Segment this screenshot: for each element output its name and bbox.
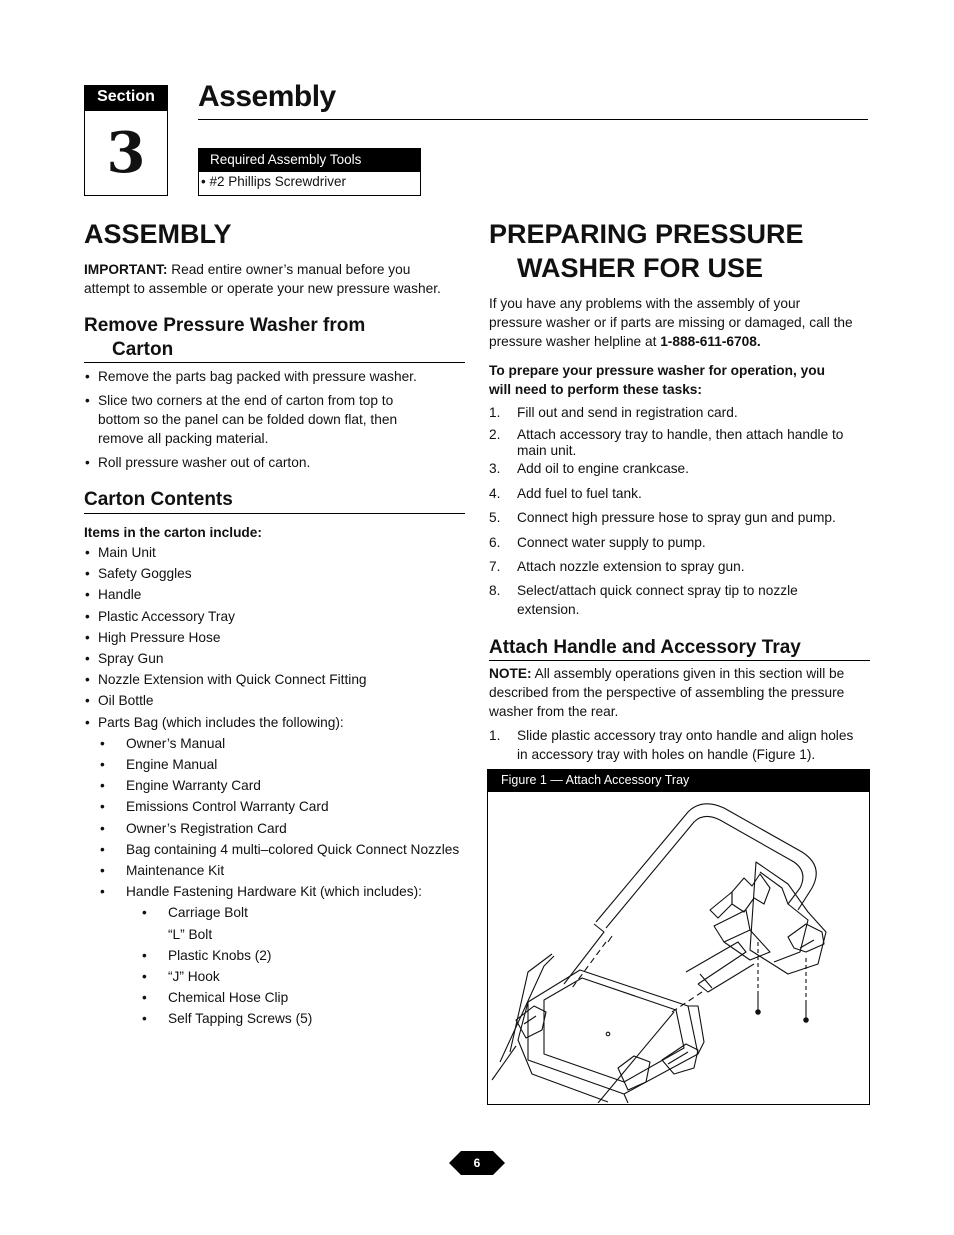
parts-bag-item-text: Emissions Control Warranty Card xyxy=(126,799,329,815)
contents-item-text: Oil Bottle xyxy=(98,693,154,709)
task-number: 7. xyxy=(489,559,501,574)
contents-item-text: Safety Goggles xyxy=(98,566,192,582)
figure-caption: Figure 1 — Attach Accessory Tray xyxy=(488,770,869,792)
remove-step-text: remove all packing material. xyxy=(98,431,269,446)
note-label: NOTE: xyxy=(489,666,532,681)
attach-step-text-2: in accessory tray with holes on handle (Figure 1). xyxy=(517,747,816,762)
page-title: Assembly xyxy=(198,80,336,113)
bullet-mark: • xyxy=(85,693,90,709)
bullet-mark: • xyxy=(100,735,105,751)
prepare-intro-1: To prepare your pressure washer for operation, you xyxy=(489,363,825,378)
contents-list xyxy=(84,543,474,1033)
note-text-1: All assembly operations given in this section will be xyxy=(531,666,845,681)
prepare-intro-2: will need to perform these tasks: xyxy=(489,382,702,397)
parts-bag-item-text: Engine Warranty Card xyxy=(126,778,261,794)
hardware-kit-item-text: “L” Bolt xyxy=(168,926,213,942)
remove-step-text: Roll pressure washer out of carton. xyxy=(98,455,311,470)
bullet-mark: • xyxy=(100,863,105,878)
bullet-mark: • xyxy=(142,990,147,1006)
note-text-2: described from the perspective of assembling the pressure xyxy=(489,685,845,700)
task-text: Add fuel to fuel tank. xyxy=(517,486,642,501)
contents-item-text: Handle xyxy=(98,587,142,603)
parts-bag-item-text: Bag containing 4 multi–colored Quick Connect Nozzles xyxy=(126,841,460,857)
attach-rule xyxy=(489,660,870,661)
bullet-mark: • xyxy=(85,672,90,688)
task-number: 3. xyxy=(489,461,501,476)
bullet-mark: • xyxy=(100,884,105,900)
task-text: Attach accessory tray to handle, then attach handle to xyxy=(517,427,844,442)
parts-bag-item-text: Maintenance Kit xyxy=(126,863,225,878)
bullet-mark: • xyxy=(142,1011,147,1027)
hardware-kit-item-text: Chemical Hose Clip xyxy=(168,990,289,1006)
task-text: Connect water supply to pump. xyxy=(517,535,706,550)
bullet-mark: • xyxy=(85,714,90,730)
carton-contents-heading: Carton Contents xyxy=(84,489,233,510)
remove-step-text: Slice two corners at the end of carton from top to xyxy=(98,393,394,408)
bullet-mark: • xyxy=(142,947,147,963)
remove-heading-1: Remove Pressure Washer from xyxy=(84,315,366,336)
helpline-number: 1-888-611-6708. xyxy=(660,334,761,349)
required-tools-heading: Required Assembly Tools xyxy=(199,149,420,172)
preparing-heading-1: PREPARING PRESSURE xyxy=(489,219,804,249)
attach-step-text-1: Slide plastic accessory tray onto handle and align holes xyxy=(517,728,854,743)
contents-item-text: Main Unit xyxy=(98,545,156,560)
bullet-mark: • xyxy=(100,841,105,857)
task-text: Connect high pressure hose to spray gun and pump. xyxy=(517,510,836,525)
prepare-intro xyxy=(489,361,879,399)
contents-item-text: Spray Gun xyxy=(98,651,164,666)
important-label: IMPORTANT: xyxy=(84,262,168,277)
bullet-mark: • xyxy=(142,969,147,984)
bullet-mark: • xyxy=(85,629,90,645)
parts-bag-item-text: Owner’s Registration Card xyxy=(126,820,287,836)
help-text-1: If you have any problems with the assembly of your xyxy=(489,296,801,311)
task-text: extension. xyxy=(517,602,580,617)
title-rule xyxy=(198,119,868,120)
figure-1 xyxy=(487,769,870,1105)
bullet-mark: • xyxy=(100,799,105,815)
remove-rule xyxy=(84,362,465,363)
bullet-mark: • xyxy=(100,757,105,772)
page-number: 6 xyxy=(473,1156,481,1170)
required-tools-box xyxy=(198,148,421,196)
parts-bag-item-text: Owner’s Manual xyxy=(126,735,226,751)
task-text: Fill out and send in registration card. xyxy=(517,405,738,420)
helpline-paragraph xyxy=(489,294,879,351)
section-number: 3 xyxy=(84,110,168,196)
attach-step-number: 1. xyxy=(489,728,501,743)
task-text: Attach nozzle extension to spray gun. xyxy=(517,559,745,574)
bullet-mark: • xyxy=(85,545,90,560)
task-number: 4. xyxy=(489,486,501,501)
remove-heading-2: Carton xyxy=(112,339,174,360)
hardware-kit-item-text: “J” Hook xyxy=(168,969,220,984)
carton-contents-rule xyxy=(84,513,465,514)
figure-illustration xyxy=(488,792,868,1103)
help-text-3: pressure washer helpline at xyxy=(489,334,661,349)
help-text-2: pressure washer or if parts are missing or damaged, call the xyxy=(489,315,853,330)
assembly-heading: ASSEMBLY xyxy=(84,219,232,249)
important-notice xyxy=(84,260,474,298)
note-paragraph xyxy=(489,664,879,721)
task-text: Add oil to engine crankcase. xyxy=(517,461,689,476)
task-text: Select/attach quick connect spray tip to nozzle xyxy=(517,583,798,598)
contents-item-text: Nozzle Extension with Quick Connect Fitting xyxy=(98,672,367,688)
task-number: 8. xyxy=(489,583,501,598)
important-text-2: attempt to assemble or operate your new pressure washer. xyxy=(84,281,441,296)
section-label: Section xyxy=(84,85,168,110)
contents-item-text: High Pressure Hose xyxy=(98,629,221,645)
hardware-kit-item-text: Plastic Knobs (2) xyxy=(168,947,272,963)
remove-step-text: bottom so the panel can be folded down flat, then xyxy=(98,412,398,427)
contents-intro: Items in the carton include: xyxy=(84,525,262,540)
hardware-kit-item-text: Carriage Bolt xyxy=(168,905,248,921)
bullet-mark: • xyxy=(85,566,90,582)
attach-step-1 xyxy=(489,726,879,766)
task-number: 6. xyxy=(489,535,501,550)
contents-item-text: Parts Bag (which includes the following): xyxy=(98,714,344,730)
page-number-badge xyxy=(449,1149,505,1177)
contents-item-text: Plastic Accessory Tray xyxy=(98,608,235,624)
parts-bag-item-text: Engine Manual xyxy=(126,757,218,772)
task-list xyxy=(489,404,879,624)
task-number: 5. xyxy=(489,510,501,525)
required-tools-item: • #2 Phillips Screwdriver xyxy=(201,174,347,189)
bullet-mark: • xyxy=(85,651,90,666)
bullet-mark: • xyxy=(100,820,105,836)
attach-heading: Attach Handle and Accessory Tray xyxy=(489,637,801,658)
hardware-kit-item-text: Self Tapping Screws (5) xyxy=(168,1011,313,1027)
bullet-mark: • xyxy=(85,608,90,624)
note-text-3: washer from the rear. xyxy=(489,704,619,719)
bullet-mark: • xyxy=(100,778,105,794)
preparing-heading-2: WASHER FOR USE xyxy=(517,253,764,283)
important-text-1: Read entire owner’s manual before you xyxy=(167,262,411,277)
remove-step-text: Remove the parts bag packed with pressure washer. xyxy=(98,369,417,384)
task-text: main unit. xyxy=(517,443,577,458)
task-number: 1. xyxy=(489,405,501,420)
bullet-mark: • xyxy=(85,587,90,603)
parts-bag-item-text: Handle Fastening Hardware Kit (which includes): xyxy=(126,884,422,900)
bullet-mark: • xyxy=(142,905,147,921)
task-number: 2. xyxy=(489,427,501,442)
